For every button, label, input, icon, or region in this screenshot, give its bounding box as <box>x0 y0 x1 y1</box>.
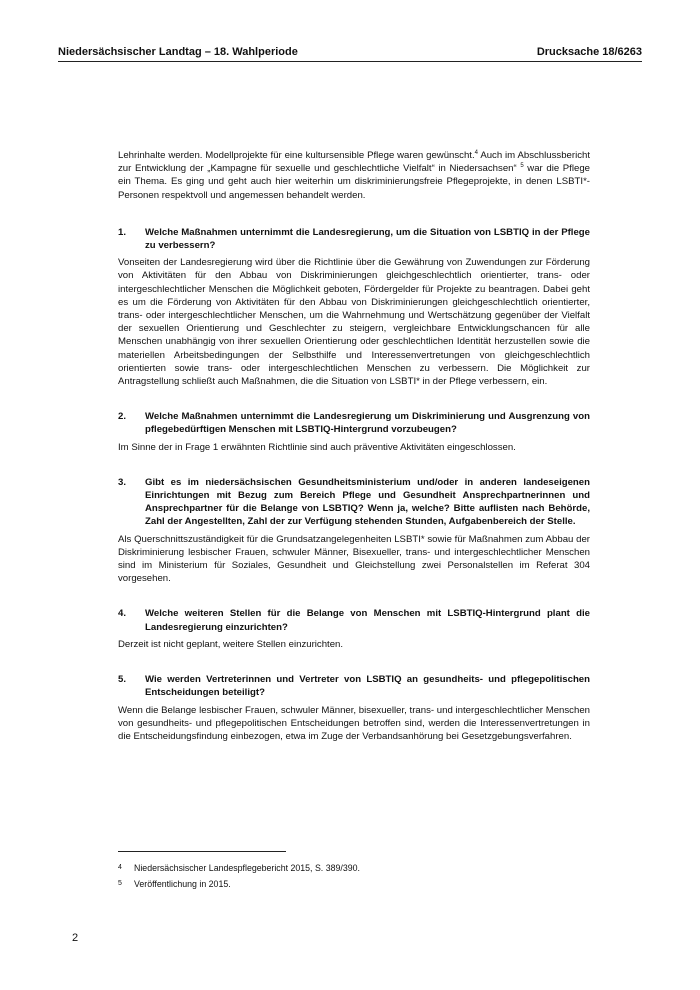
footnote-4: 4 Niedersächsischer Landespflegebericht 2015, S. 389/390. <box>118 863 360 873</box>
answer-4: Derzeit ist nicht geplant, weitere Stellen einzurichten. <box>118 638 344 650</box>
question-4: 4. Welche weiteren Stellen für die Belange von Menschen mit LSBTIQ-Hintergrund plant die Landesregierung einzurichten? <box>118 608 590 633</box>
footnote-ref-4[interactable]: 4 <box>474 150 478 156</box>
header-left: Niedersächsischer Landtag – 18. Wahlperiode <box>58 46 298 58</box>
question-2: 2. Welche Maßnahmen unternimmt die Landesregierung um Diskriminierung und Ausgrenzung von pflegebedürftigen Menschen mit LSBTIQ-Hintergrund vorzubeugen? <box>118 411 590 436</box>
header-right: Drucksache 18/6263 <box>536 46 642 58</box>
footnote-ref-5[interactable]: 5 <box>520 163 524 170</box>
answer-2: Im Sinne der in Frage 1 erwähnten Richtlinie sind auch präventive Aktivitäten eingeschlossen. <box>118 441 516 453</box>
question-5: 5. Wie werden Vertreterinnen und Vertreter von LSBTIQ an gesundheits- und pflegepolitischen Entscheidungen beteiligt? <box>118 674 590 699</box>
header-divider <box>58 61 642 62</box>
page-header <box>58 38 642 58</box>
footnote-divider <box>118 851 286 852</box>
answer-3: Als Querschnittszuständigkeit für die Grundsatzangelegenheiten LSBTI* sowie für Maßnahmen zum Abbau der Diskriminierung lesbischer Frauen, schwuler Männer, Bisexueller, trans- und intergeschlechtlicher Menschen sind im Ministerium für Soziales, Gesundheit und Gleichstellung zwei Personalstellen im Referat 304 vorgesehen. <box>118 533 590 585</box>
document-body <box>118 149 590 743</box>
answer-5: Wenn die Belange lesbischer Frauen, schwuler Männer, bisexueller, trans- und intergeschlechtlicher Menschen von gesundheits- und pflegepolitischen Entscheidungen betroffen sind, werden die Interessenvertretungen in die Entscheidungsfindung einbezogen, etwa im Zuge der Verbandsanhörung bei Gesetzgebungsverfahren. <box>118 704 590 742</box>
footnote-5: 5 Veröffentlichung in 2015. <box>118 879 231 889</box>
question-3: 3. Gibt es im niedersächsischen Gesundheitsministerium und/oder in anderen landeseigenen Einrichtungen mit Bezug zum Bereich Pflege und Gesundheit Ansprechpartnerinnen und Ansprechpartner für die Belange von LSBTIQ? Wenn ja, welche? Bitte auflisten nach Behörde, Zahl der Angestellten, Zahl der zur Verfügung stehenden Stunden, Aufgabenbereich der Stelle. <box>118 476 590 528</box>
page-number: 2 <box>72 932 79 944</box>
answer-1: Vonseiten der Landesregierung wird über die Richtlinie über die Gewährung von Zuwendungen zur Förderung von Aktivitäten für den Abbau von Diskriminierungen gleichgeschlechtlich orientierter, trans- oder intergeschlechtlicher Menschen die Möglichkeit geboten, Fördergelder für Projekte zu beantragen. Dabei geht es um die Förderung von Aktivitäten für den Abbau von Diskriminierungen gleichgeschlechtlich orientierter, trans- oder intergeschlechtlicher Menschen, um die Wahrnehmung und Wertschätzung gegenüber der Vielfalt der sexuellen Orientierung und Geschlechter zu steigern, vergleichbare Entwicklungschancen für alle Menschen unabhängig von ihrer sexuellen Orientierung oder geschlechtlichen Identität herzustellen sowie die materiellen Arbeitsbedingungen der Selbsthilfe und Interessenvertretungen von gleichgeschlechtlich orientierten sowie trans- oder intergeschlechtlichen Menschen zu verbessern. Die Möglichkeit zur Antragstellung schließt auch Maßnahmen, die die Situation von LSBTI* in der Pflege verbessern, ein. <box>118 257 590 388</box>
intro-paragraph: Lehrinhalte werden. Modellprojekte für eine kultursensible Pflege waren gewünscht.$^4$ Auch im Abschlussbericht zur Entwicklung der „Kampagne für sexuelle und geschlechtliche Vielfalt“ in Niedersachsen“ $^5$ war die Pflege ein Thema. Es ging und geht auch hier weiterhin um diskriminierungsfreie Pflegeprojekte, in denen LSBTI*-Personen respektvoll und angemessen behandelt werden. <box>118 150 590 201</box>
question-1: 1. Welche Maßnahmen unternimmt die Landesregierung, um die Situation von LSBTIQ in der Pflege zu verbessern? <box>118 226 590 252</box>
footnotes <box>118 862 360 894</box>
